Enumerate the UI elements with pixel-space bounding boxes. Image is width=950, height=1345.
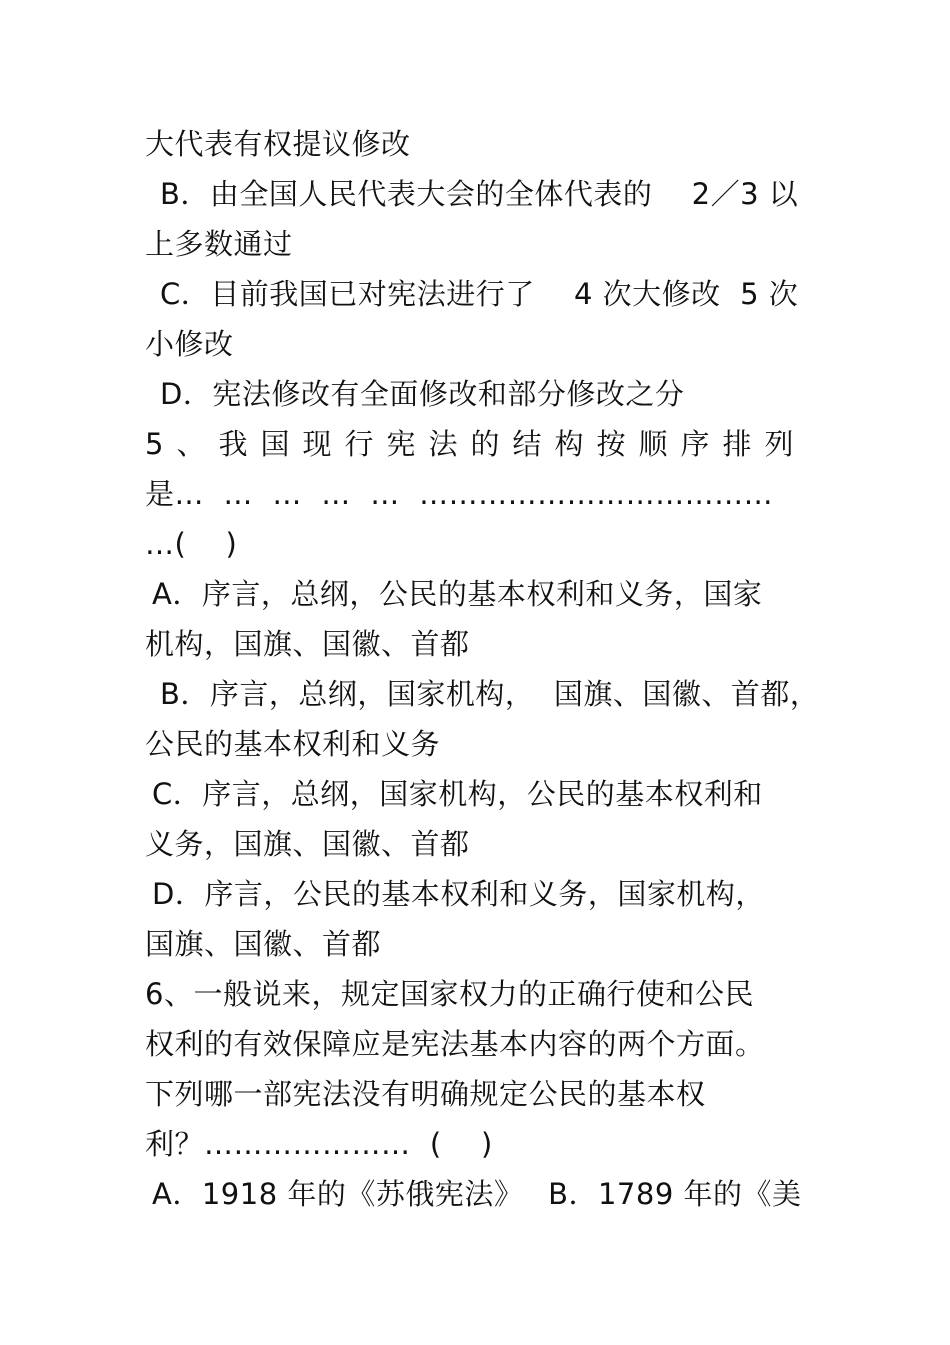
text-line: 权利的有效保障应是宪法基本内容的两个方面。 [145, 1027, 765, 1061]
text-line: 国旗、国徽、首都 [145, 927, 382, 961]
text-line: 上多数通过 [145, 227, 293, 261]
option-d-line: D．宪法修改有全面修改和部分修改之分 [160, 377, 685, 411]
text-line: 下列哪一部宪法没有明确规定公民的基本权 [145, 1077, 706, 1111]
answer-blank-line: 利？………………… ( ) [145, 1127, 493, 1161]
question-6-line: 6、一般说来，规定国家权力的正确行使和公民 [145, 977, 754, 1011]
text-line: 大代表有权提议修改 [145, 127, 411, 161]
text-line: 小修改 [145, 327, 234, 361]
option-b-line: B．序言，总纲，国家机构， 国旗、国徽、首都， [160, 677, 820, 711]
question-5-line: 5、我国现行宪法的结构按顺序排列 [145, 427, 807, 461]
question-5-dots-line: 是… … … … … ……………………………… [145, 477, 774, 511]
text-line: 义务，国旗、国徽、首都 [145, 827, 470, 861]
option-a-line: A．序言，总纲，公民的基本权利和义务，国家 [152, 577, 763, 611]
option-d-line: D．序言，公民的基本权利和义务，国家机构， [152, 877, 765, 911]
option-c-line: C．目前我国已对宪法进行了 4 次大修改 5 次 [160, 277, 799, 311]
option-b-line: B．由全国人民代表大会的全体代表的 2／3 以 [160, 177, 799, 211]
option-ab-line: A．1918 年的《苏俄宪法》 B．1789 年的《美 [152, 1177, 802, 1211]
text-line: 机构，国旗、国徽、首都 [145, 627, 470, 661]
text-line: 公民的基本权利和义务 [145, 727, 441, 761]
answer-blank-line: …( ) [145, 527, 238, 561]
option-c-line: C．序言，总纲，国家机构，公民的基本权利和 [152, 777, 763, 811]
